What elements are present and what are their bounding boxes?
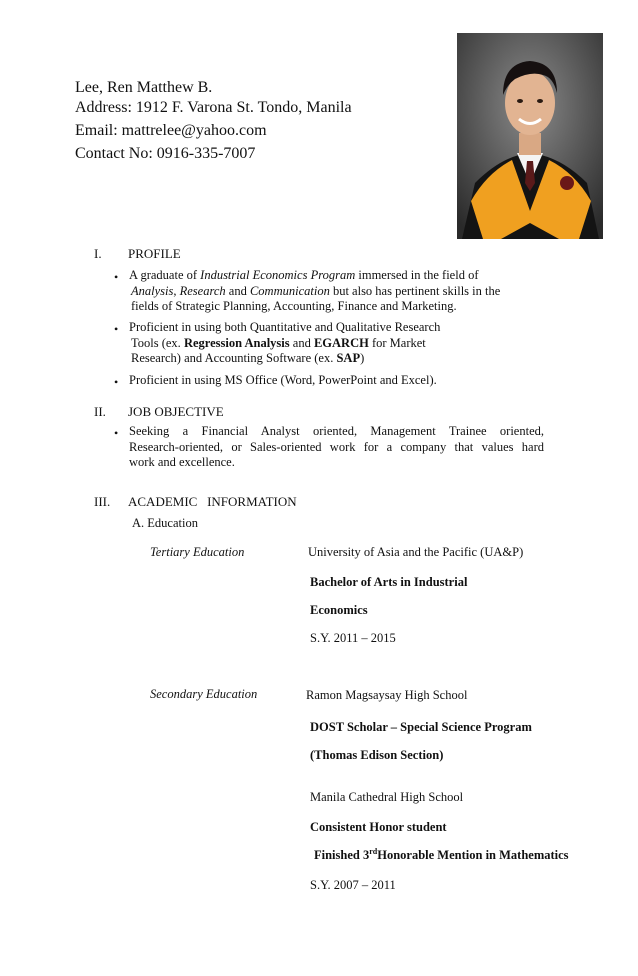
profile-bullet-3: Proficient in using MS Office (Word, PowerPoint and Excel). xyxy=(129,373,437,387)
bullet-profile-1: • xyxy=(114,270,119,284)
education-subheading: A. Education xyxy=(132,516,198,530)
secondary-school-2: Manila Cathedral High School xyxy=(310,790,464,804)
bullet-profile-2: • xyxy=(114,322,119,336)
bullet-profile-3: • xyxy=(114,375,119,389)
profile-photo xyxy=(457,33,603,239)
address-line: Address: 1912 F. Varona St. Tondo, Manila xyxy=(75,99,352,116)
secondary-school-1: Ramon Magsaysay High School xyxy=(306,688,468,702)
profile-bullet-2: Proficient in using both Quantitative and Qualitative Research Tools (ex. Regression Analysis and EGARCH for Market Research) and Accounting Software (ex. SAP) xyxy=(129,320,441,365)
secondary-school-year: S.Y. 2007 – 2011 xyxy=(310,878,396,892)
objective-heading: JOB OBJECTIVE xyxy=(128,404,224,419)
secondary-label: Secondary Education xyxy=(150,687,258,701)
objective-text: Seeking a Financial Analyst oriented, Management Trainee oriented, Research-oriented, or Sales-oriented work for a company that values hard work and excellence. xyxy=(129,424,544,469)
bullet-objective: • xyxy=(114,426,119,440)
applicant-name: Lee, Ren Matthew B. xyxy=(75,79,213,96)
tertiary-school-year: S.Y. 2011 – 2015 xyxy=(310,631,396,645)
profile-bullet-1: A graduate of Industrial Economics Program immersed in the field of Analysis, Research and Communication but also has pertinent skills in the fields of Strategic Planning, Accounting, Finance and Marketing. xyxy=(129,268,501,313)
academic-heading: ACADEMIC INFORMATION xyxy=(128,494,297,509)
profile-number: I. xyxy=(94,246,102,261)
secondary-honor-dost: DOST Scholar – Special Science Program xyxy=(310,720,532,734)
tertiary-degree-line1: Bachelor of Arts in Industrial xyxy=(310,575,468,589)
profile-heading: PROFILE xyxy=(128,246,181,261)
tertiary-degree-line2: Economics xyxy=(310,603,368,617)
secondary-honor-consistent: Consistent Honor student xyxy=(310,820,447,834)
tertiary-label: Tertiary Education xyxy=(150,545,245,559)
contact-line: Contact No: 0916-335-7007 xyxy=(75,145,256,162)
secondary-honor-math: Finished 3rdHonorable Mention in Mathematics xyxy=(314,846,569,862)
secondary-honor-section: (Thomas Edison Section) xyxy=(310,748,444,762)
objective-number: II. xyxy=(94,404,106,419)
academic-number: III. xyxy=(94,494,111,509)
email-line: Email: mattrelee@yahoo.com xyxy=(75,122,267,139)
tertiary-school: University of Asia and the Pacific (UA&P) xyxy=(308,545,524,559)
